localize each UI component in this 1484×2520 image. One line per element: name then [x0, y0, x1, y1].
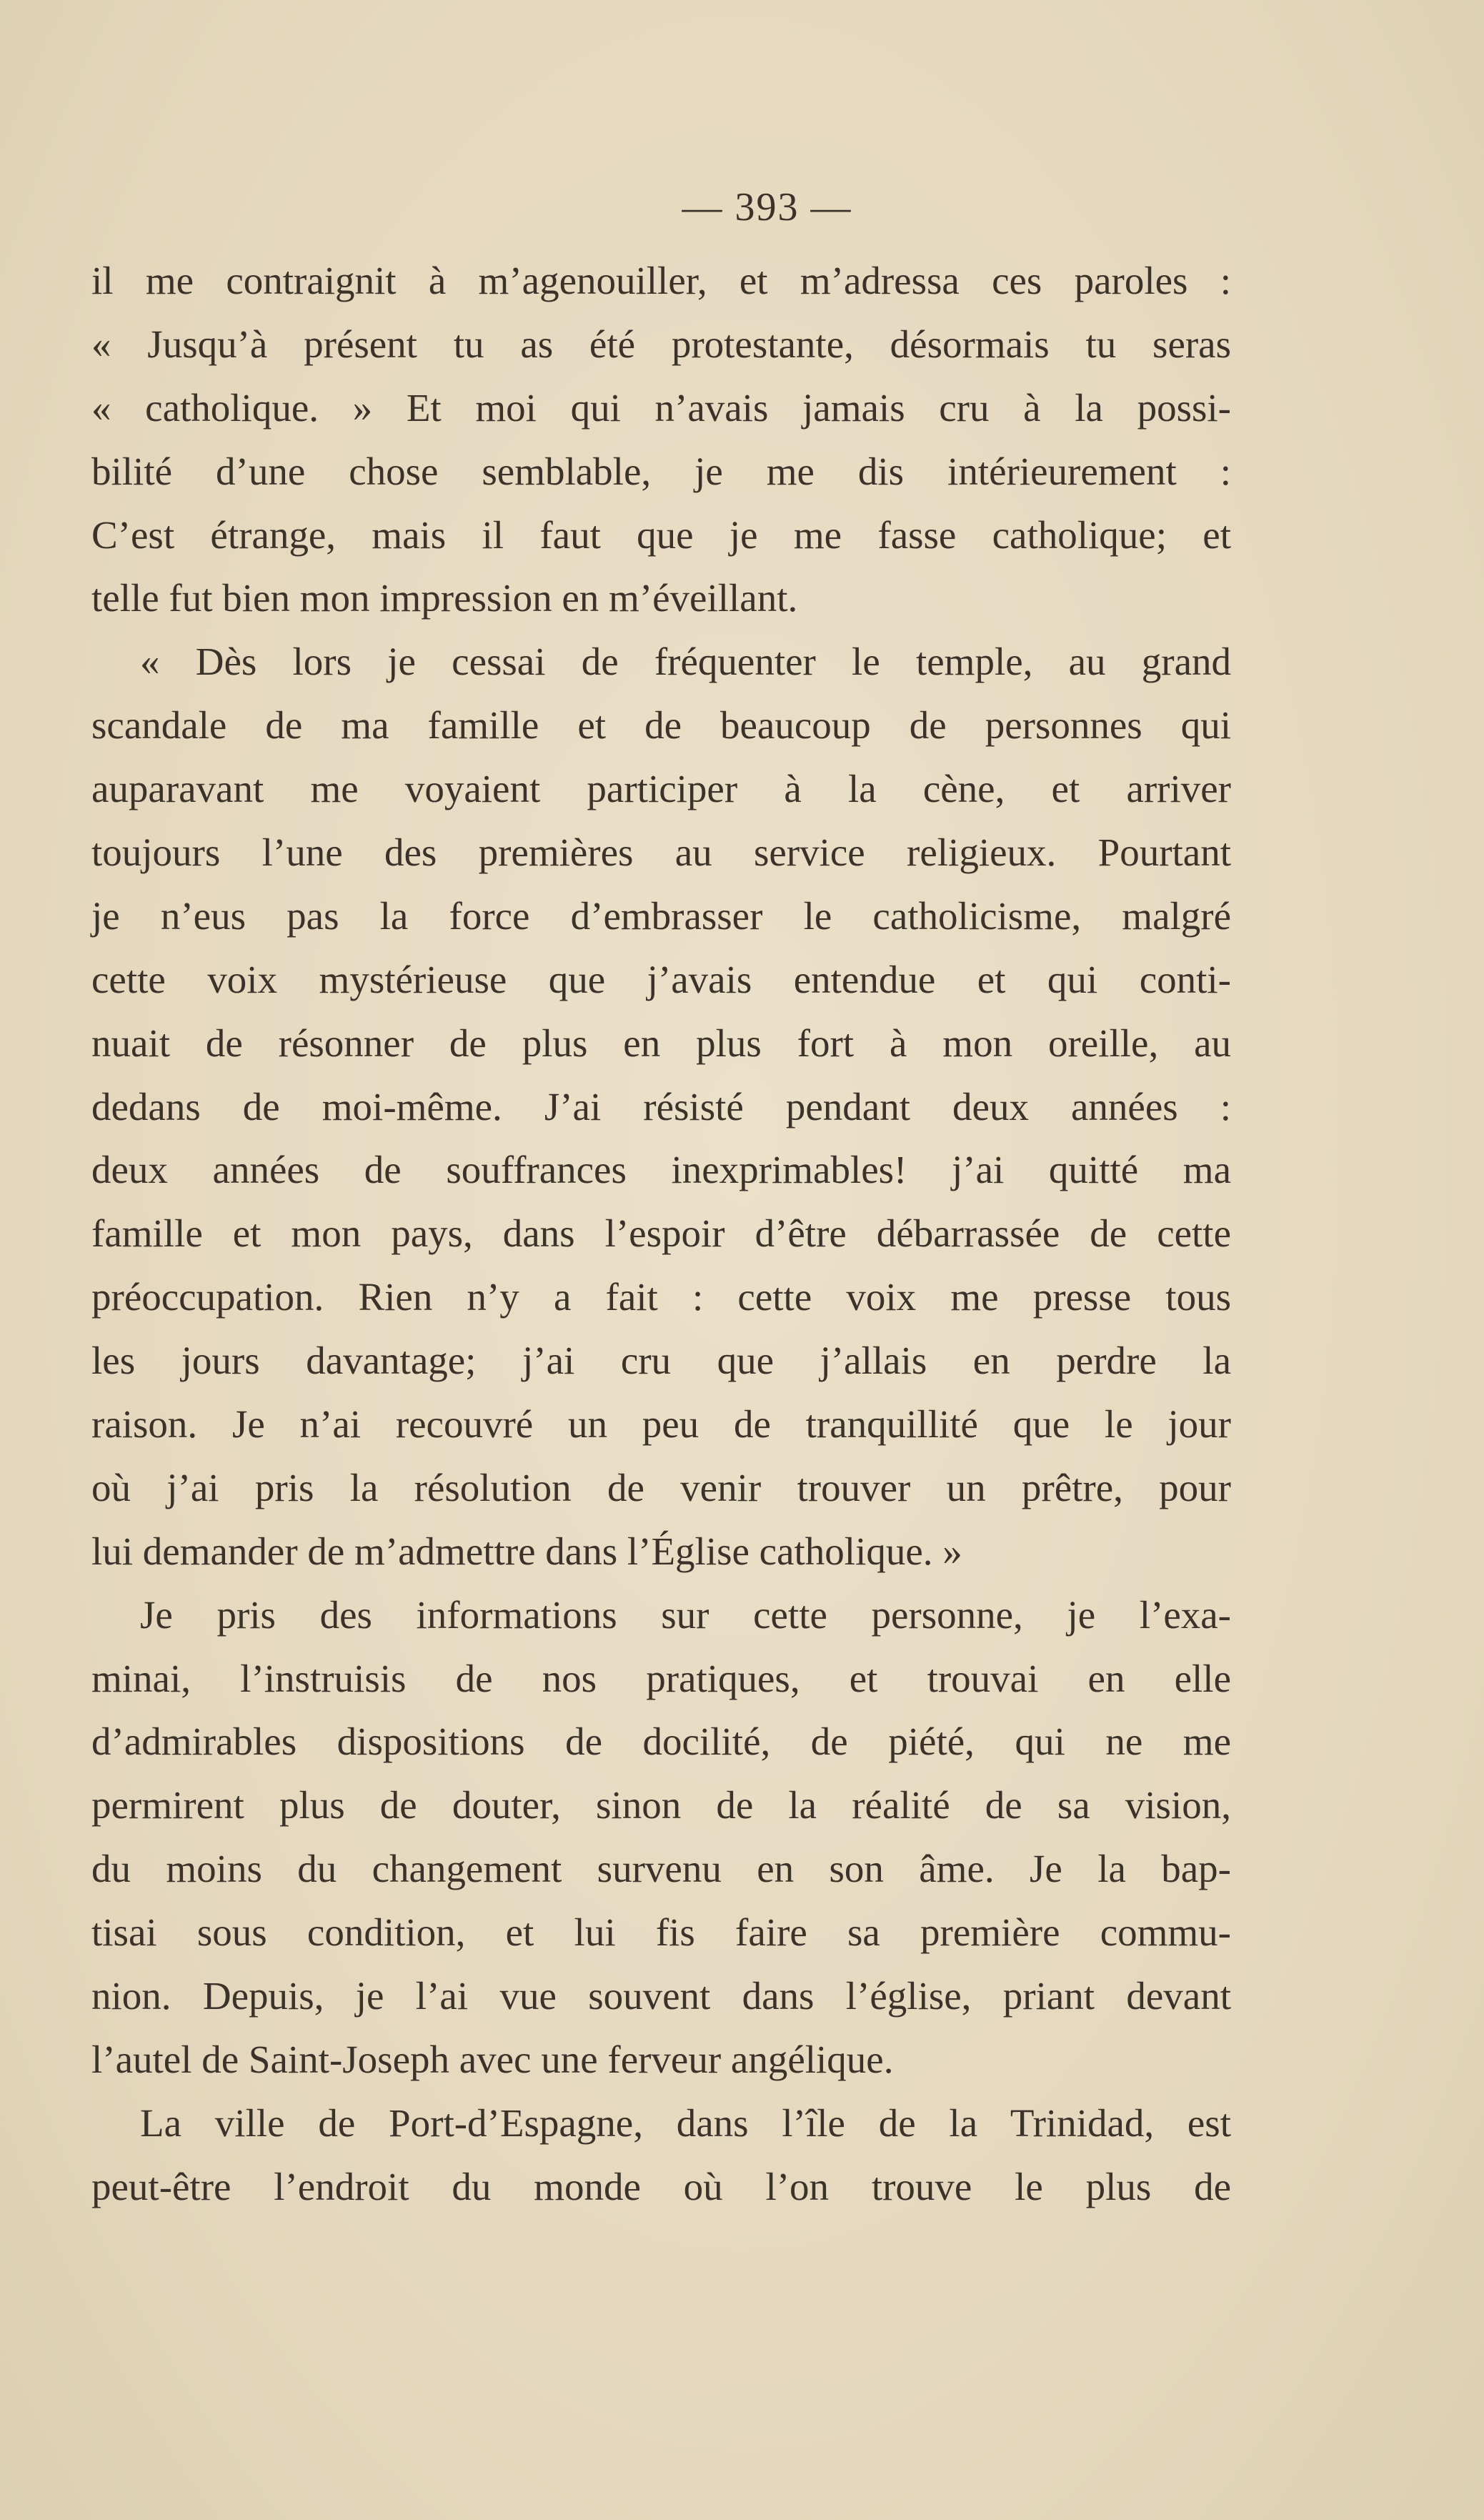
text-line: bilité d’une chose semblable, je me dis intérieurement : [91, 449, 1231, 493]
text-line: telle fut bien mon impression en m’éveillant. [91, 576, 798, 620]
page-number: — 393 — [682, 185, 852, 229]
body-text [91, 249, 1231, 2219]
text-line: « Jusqu’à présent tu as été protestante, désormais tu seras [91, 322, 1231, 366]
text-line: permirent plus de douter, sinon de la réalité de sa vision, [91, 1783, 1231, 1827]
text-line: deux années de souffrances inexprimables! j’ai quitté ma [91, 1148, 1231, 1192]
text-line: « Dès lors je cessai de fréquenter le temple, au grand [140, 640, 1231, 684]
text-line: famille et mon pays, dans l’espoir d’être débarrassée de cette [91, 1211, 1231, 1256]
text-line: il me contraignit à m’agenouiller, et m’adressa ces paroles : [91, 259, 1231, 302]
text-line: Je pris des informations sur cette personne, je l’exa- [140, 1592, 1231, 1637]
text-line: je n’eus pas la force d’embrasser le catholicisme, malgré [91, 893, 1231, 938]
text-line: C’est étrange, mais il faut que je me fasse catholique; et [91, 512, 1231, 557]
text-line: d’admirables dispositions de docilité, de piété, qui ne me [91, 1720, 1231, 1764]
text-line: où j’ai pris la résolution de venir trouver un prêtre, pour [91, 1465, 1231, 1509]
text-line: l’autel de Saint-Joseph avec une ferveur angélique. [91, 2037, 894, 2081]
text-line: raison. Je n’ai recouvré un peu de tranquillité que le jour [91, 1402, 1231, 1447]
text-line: minai, l’instruisis de nos pratiques, et trouvai en elle [91, 1656, 1231, 1700]
text-line: lui demander de m’admettre dans l’Église catholique. » [91, 1529, 962, 1573]
text-line: « catholique. » Et moi qui n’avais jamais cru à la possi- [91, 385, 1231, 430]
text-line: auparavant me voyaient participer à la cène, et arriver [91, 767, 1231, 811]
text-line: tisai sous condition, et lui fis faire sa première commu- [91, 1910, 1231, 1955]
text-line: les jours davantage; j’ai cru que j’allais en perdre la [91, 1339, 1231, 1383]
text-line: nuait de résonner de plus en plus fort à mon oreille, au [91, 1021, 1231, 1065]
text-line: La ville de Port-d’Espagne, dans l’île de la Trinidad, est [140, 2100, 1231, 2145]
text-line: préoccupation. Rien n’y a fait : cette voix me presse tous [91, 1275, 1231, 1319]
text-line: cette voix mystérieuse que j’avais entendue et qui conti- [91, 957, 1231, 1001]
text-line: dedans de moi-même. J’ai résisté pendant deux années : [91, 1084, 1231, 1128]
text-line: du moins du changement survenu en son âme. Je la bap- [91, 1847, 1231, 1891]
text-line: scandale de ma famille et de beaucoup de personnes qui [91, 703, 1231, 748]
text-line: nion. Depuis, je l’ai vue souvent dans l’église, priant devant [91, 1974, 1231, 2018]
text-line: peut-être l’endroit du monde où l’on trouve le plus de [91, 2164, 1231, 2208]
text-line: toujours l’une des premières au service religieux. Pourtant [91, 830, 1231, 875]
